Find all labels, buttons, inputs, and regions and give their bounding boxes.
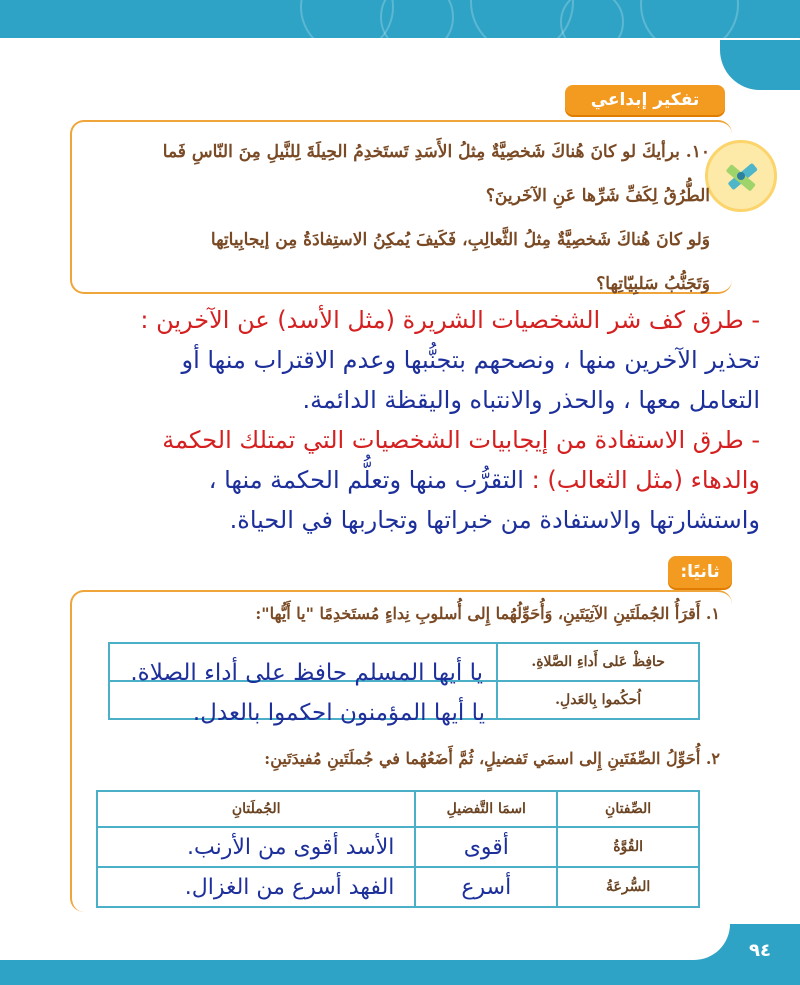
answer-mixed-line [60, 460, 760, 500]
answer-red-line-1: - طرق كف شر الشخصيات الشريرة (مثل الأسد) عن الآخرين : [140, 306, 760, 334]
answer-blue-line-1: تحذير الآخرين منها ، ونصحهم بتجنُّبها وعدم الاقتراب منها أو [181, 346, 760, 374]
superlative-cell: أقوى [415, 827, 557, 867]
q1-source-cell: حافِظْ عَلى أَداءِ الصَّلاةِ. [497, 643, 699, 681]
section-label-creative-thinking: تفكير إبداعي [565, 85, 725, 115]
table-header-row [97, 791, 699, 827]
adjective-cell: السُّرعَةُ [557, 867, 699, 907]
adjective-cell: القُوَّةُ [557, 827, 699, 867]
answer-mixed-red: والدهاء (مثل الثعالب) : [531, 466, 760, 494]
superlative-cell: أسرع [415, 867, 557, 907]
answer-10 [60, 300, 760, 540]
sentence-cell: الفهد أسرع من الغزال. [97, 867, 415, 907]
header-superlatives: اسمَا التَّفضيلِ [415, 791, 557, 827]
question-10-line-3: وَلو كانَ هُناكَ شَخصِيَّةٌ مِثلُ الثَّعالِبِ، فَكَيفَ يُمكِنُ الاستِفادَةُ مِن إيجابِياتِها [210, 230, 710, 250]
q2-prompt: ٢. أُحَوِّلُ الصِّفَتَينِ إِلى اسمَي تَفضيلٍ، ثُمَّ أَضَعُهُما في جُملَتَينِ مُفيدَتَينِ: [264, 749, 720, 768]
answer-mixed-blue: التقرُّب منها وتعلُّم الحكمة منها ، [208, 466, 532, 494]
header-adjectives: الصِّفتانِ [557, 791, 699, 827]
table-row [97, 827, 699, 867]
question-10-line-1: ١٠. برأيكَ لو كانَ هُناكَ شَخصِيَّةٌ مِثلُ الأَسَدِ تَستَخدِمُ الحِيلَةَ لِلنَّيلِ مِنَ النّاسِ فَما [162, 142, 710, 162]
question-10 [100, 130, 710, 306]
question-10-line-4: وَتَجَنُّبُ سَلبِيّاتِها؟ [596, 274, 710, 294]
pencil-ruler-icon [705, 140, 777, 212]
table-row [97, 867, 699, 907]
sentence-cell: الأسد أقوى من الأرنب. [97, 827, 415, 867]
header-sentences: الجُملَتانِ [97, 791, 415, 827]
q1-prompt: ١. أَقرَأُ الجُملَتَينِ الآتِيَتَينِ، وَأُحَوِّلُهُما إِلى أُسلوبِ نِداءٍ مُستَخدِمًا "يا أَيُّها": [255, 604, 720, 623]
answer-blue-line-3: واستشارتها والاستفادة من خبراتها وتجاربها في الحياة. [229, 506, 760, 534]
q1-source-cell: اُحكُموا بِالعَدلِ. [497, 681, 699, 719]
section-label-second: ثانيًا: [668, 556, 732, 588]
q1-answer-2: يا أيها المؤمنون احكموا بالعدل. [192, 700, 485, 726]
answer-blue-line-2: التعامل معها ، والحذر والانتباه واليقظة الدائمة. [302, 386, 760, 414]
answer-red-line-2: - طرق الاستفادة من إيجابيات الشخصيات التي تمتلك الحكمة [162, 426, 760, 454]
q2-table [96, 790, 700, 908]
q1-answer-1: يا أيها المسلم حافظ على أداء الصلاة. [130, 660, 483, 686]
bottom-wave [0, 924, 730, 960]
question-10-line-2: الطُّرُقُ لِكَفِّ شَرِّها عَنِ الآخَرينَ؟ [485, 186, 710, 206]
page-number: ٩٤ [749, 940, 771, 961]
top-wave [0, 38, 800, 88]
